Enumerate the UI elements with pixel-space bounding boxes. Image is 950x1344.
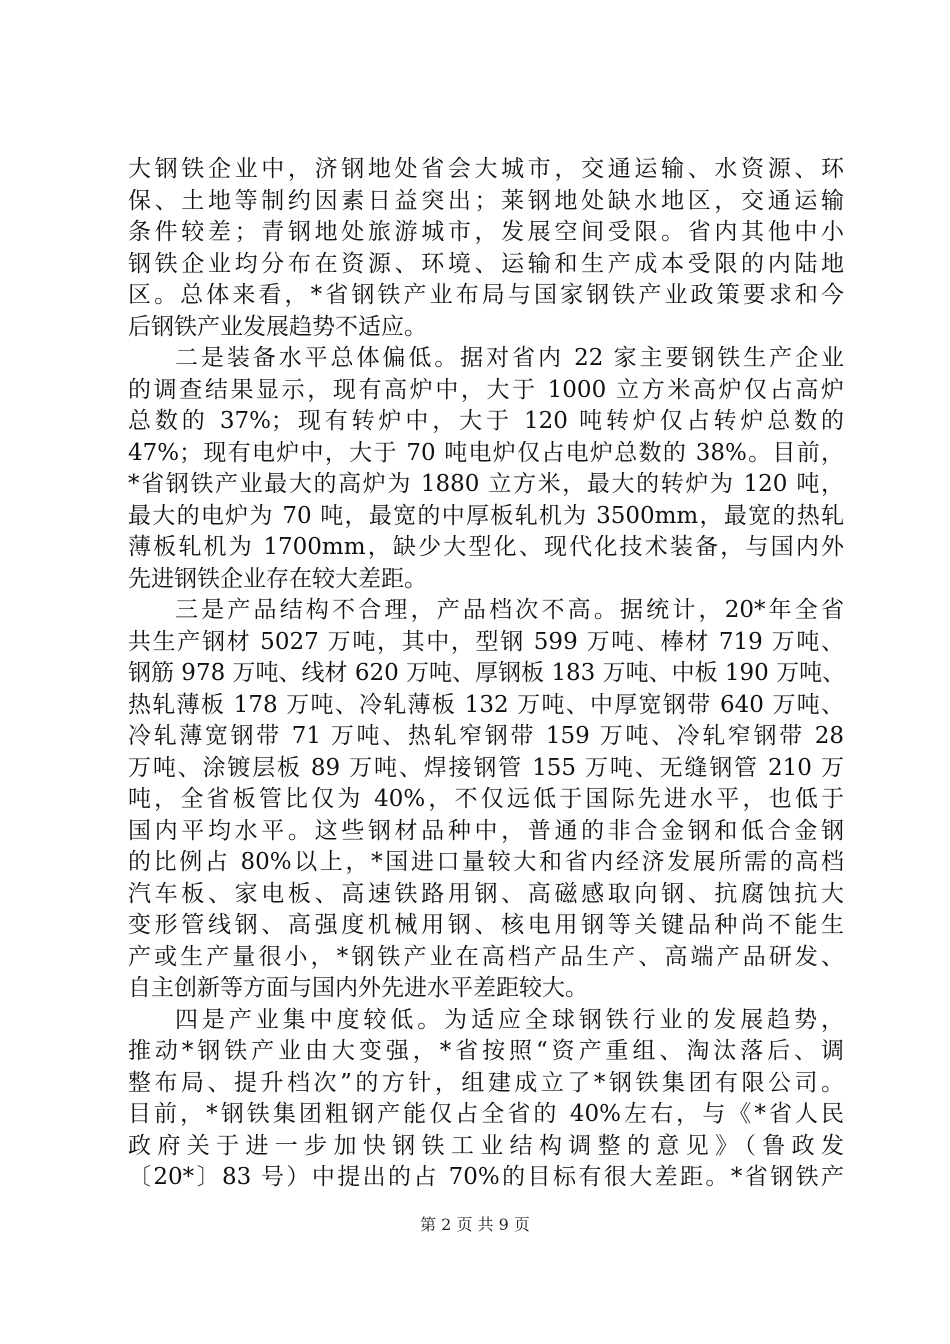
text-line: 大钢铁企业中，济钢地处省会大城市，交通运输、水资源、环 (128, 156, 844, 182)
text-line: 三是产品结构不合理，产品档次不高。据统计，20*年全省 (175, 597, 844, 623)
text-line: 冷轧薄宽钢带 71 万吨、热轧窄钢带 159 万吨、冷轧窄钢带 28 (128, 723, 844, 749)
text-line: 四是产业集中度较低。为适应全球钢铁行业的发展趋势， (175, 1006, 844, 1033)
page-number-footer: 第 2 页 共 9 页 (420, 1215, 530, 1234)
text-line: 保、土地等制约因素日益突出；莱钢地处缺水地区，交通运输 (128, 187, 844, 214)
text-line: 最大的电炉为 70 吨，最宽的中厚板轧机为 3500mm，最宽的热轧 (128, 502, 844, 529)
text-line: 汽车板、家电板、高速铁路用钢、高磁感取向钢、抗腐蚀抗大 (128, 880, 844, 907)
text-line: 共生产钢材 5027 万吨，其中，型钢 599 万吨、棒材 719 万吨、 (128, 628, 844, 655)
text-line: 钢筋 978 万吨、线材 620 万吨、厚钢板 183 万吨、中板 190 万吨、 (128, 660, 846, 686)
text-line: 区。总体来看，*省钢铁产业布局与国家钢铁产业政策要求和今 (128, 282, 844, 308)
text-line: 变形管线钢、高强度机械用钢、核电用钢等关键品种尚不能生 (128, 912, 844, 938)
text-line: 总数的 37%；现有转炉中，大于 120 吨转炉仅占转炉总数的 (128, 408, 844, 434)
text-line: 条件较差；青钢地处旅游城市，发展空间受限。省内其他中小 (128, 219, 844, 245)
document-body (128, 154, 844, 1194)
text-line: 后钢铁产业发展趋势不适应。 (128, 313, 427, 340)
text-line: 产或生产量很小，*钢铁产业在高档产品生产、高端产品研发、 (128, 943, 844, 970)
text-line: 薄板轧机为 1700mm，缺少大型化、现代化技术装备，与国内外 (128, 534, 844, 560)
text-line: 热轧薄板 178 万吨、冷轧薄板 132 万吨、中厚宽钢带 640 万吨、 (128, 691, 844, 718)
text-line: 二是装备水平总体偏低。据对省内 22 家主要钢铁生产企业 (175, 345, 844, 371)
text-line: 吨，全省板管比仅为 40%，不仅远低于国际先进水平，也低于 (128, 786, 844, 812)
text-line: 国内平均水平。这些钢材品种中，普通的非合金钢和低合金钢 (128, 817, 844, 844)
text-line: 目前，*钢铁集团粗钢产能仅占全省的 40%左右，与《*省人民 (128, 1101, 844, 1127)
text-line: 自主创新等方面与国内外先进水平差距较大。 (128, 975, 588, 1001)
text-line: 的比例占 80%以上，*国进口量较大和省内经济发展所需的高档 (128, 849, 844, 875)
text-line: *省钢铁产业最大的高炉为 1880 立方米，最大的转炉为 120 吨， (128, 471, 844, 497)
text-line: 政府关于进一步加快钢铁工业结构调整的意见》（鲁政发 (128, 1132, 844, 1159)
text-line: 先进钢铁企业存在较大差距。 (128, 565, 427, 592)
text-line: 〔20*〕83 号）中提出的占 70%的目标有很大差距。*省钢铁产 (128, 1164, 844, 1190)
text-line: 万吨、涂镀层板 89 万吨、焊接钢管 155 万吨、无缝钢管 210 万 (128, 754, 844, 781)
text-line: 47%；现有电炉中，大于 70 吨电炉仅占电炉总数的 38%。目前， (128, 439, 844, 466)
text-line: 推动*钢铁产业由大变强，*省按照“资产重组、淘汰落后、调 (128, 1038, 844, 1064)
text-line: 整布局、提升档次”的方针，组建成立了*钢铁集团有限公司。 (128, 1069, 844, 1096)
text-line: 的调查结果显示，现有高炉中，大于 1000 立方米高炉仅占高炉 (128, 376, 844, 403)
text-line: 钢铁企业均分布在资源、环境、运输和生产成本受限的内陆地 (128, 250, 844, 277)
